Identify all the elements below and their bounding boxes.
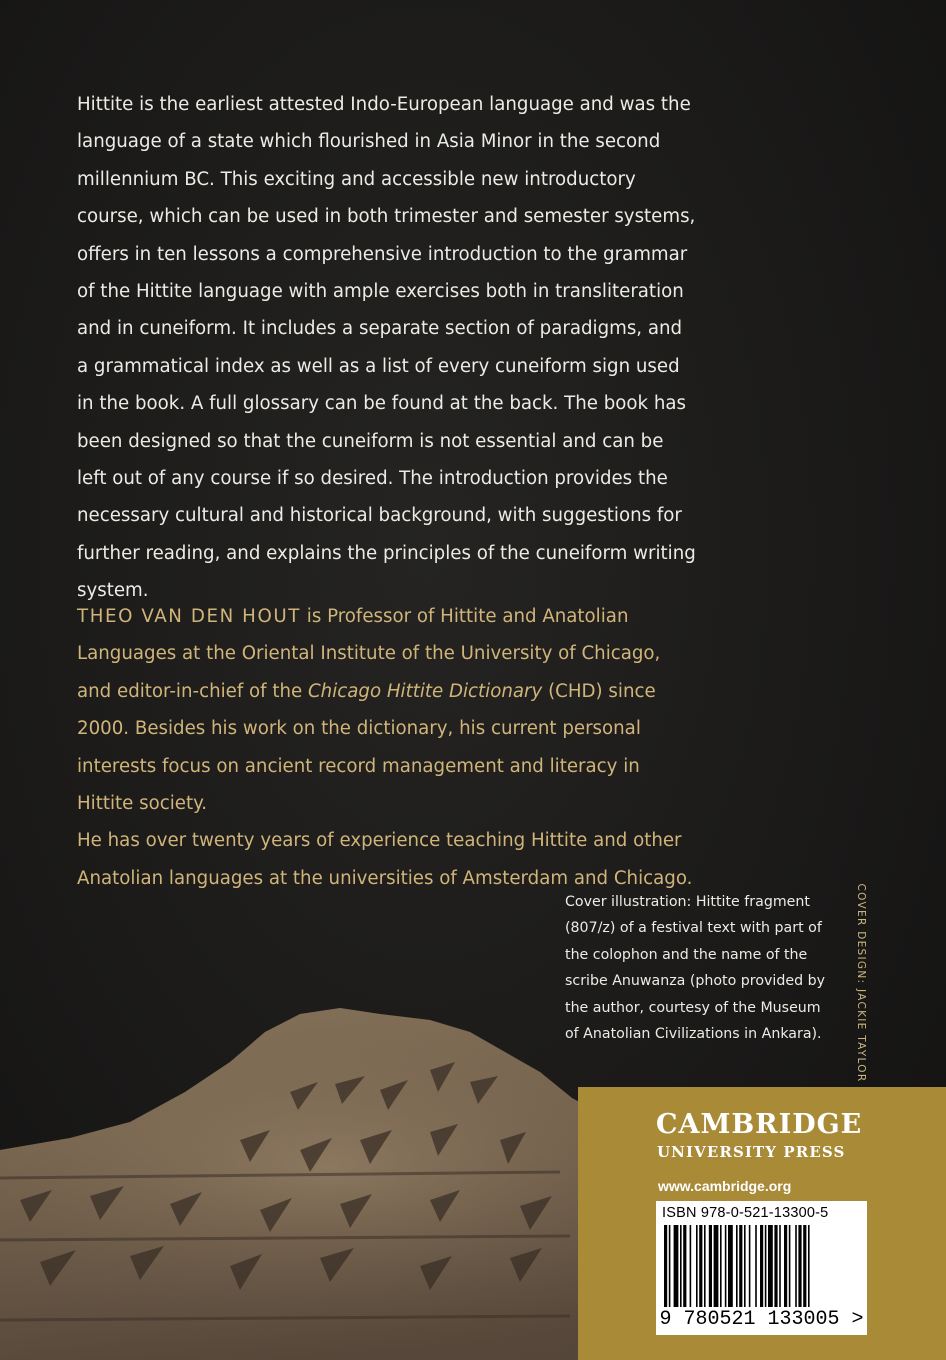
dictionary-title: Chicago Hittite Dictionary bbox=[307, 680, 543, 702]
publisher-panel bbox=[578, 1087, 946, 1360]
barcode-bar bbox=[709, 1225, 712, 1307]
publisher-logo-name: CAMBRIDGE bbox=[656, 1109, 863, 1140]
isbn-number: ISBN 978-0-521-13300-5 bbox=[662, 1205, 829, 1221]
barcode-digits: 9 780521 133005 > bbox=[659, 1308, 864, 1331]
barcode-bar bbox=[798, 1225, 801, 1307]
barcode-bar bbox=[736, 1225, 738, 1307]
book-description: Hittite is the earliest attested Indo-European language and was the language of a state which flourished in Asia Minor in the second millennium BC. This exciting and accessible new introductory course, which can be used in both trimester and semester systems, offers in ten lessons a comprehensive introduction to the grammar of the Hittite language with ample exercises both in transliteration and in cuneiform. It includes a separate section of paradigms, and a grammatical index as well as a list of every cuneiform sign used in the book. A full glossary can be found at the back. The book has been designed so that the cuneiform is not essential and can be left out of any course if so desired. The introduction provides the necessary cultural and historical background, with suggestions for further reading, and explains the principles of the cuneiform writing system. bbox=[77, 94, 696, 602]
barcode-bar bbox=[728, 1225, 733, 1307]
bio-text-1: is Professor of Hittite and Anatolian Languages at the Oriental Institute of the University of Chicago, and editor-in-chief of the bbox=[77, 606, 661, 702]
barcode-bar bbox=[808, 1225, 810, 1307]
barcode-bar bbox=[674, 1225, 679, 1307]
barcode-bar bbox=[725, 1225, 727, 1307]
barcode-bar bbox=[784, 1225, 787, 1307]
barcode-bar bbox=[779, 1225, 781, 1307]
barcode-panel bbox=[656, 1201, 867, 1335]
barcode-bar bbox=[765, 1225, 767, 1307]
barcode-bar bbox=[699, 1225, 702, 1307]
barcode-bar bbox=[803, 1225, 806, 1307]
barcode-bar bbox=[795, 1225, 797, 1307]
cover-design-credit: COVER DESIGN: JACKIE TAYLOR bbox=[855, 883, 867, 1083]
publisher-website: www.cambridge.org bbox=[658, 1178, 792, 1194]
barcode-bar bbox=[739, 1225, 742, 1307]
barcode-bar bbox=[789, 1225, 791, 1307]
barcode-bar bbox=[760, 1225, 763, 1307]
barcode-bar bbox=[696, 1225, 698, 1307]
barcode-bar bbox=[704, 1225, 706, 1307]
cover-illustration-caption: Cover illustration: Hittite fragment (807/z) of a festival text with part of the colophon and the name of the scribe Anuwanza (photo provided by the author, courtesy of the Museum of Anatolian Civilizations in Ankara). bbox=[565, 894, 826, 1043]
barcode-bar bbox=[690, 1225, 692, 1307]
barcode-bar bbox=[664, 1225, 667, 1307]
barcode-bar bbox=[774, 1225, 777, 1307]
barcode-bar bbox=[669, 1225, 671, 1307]
barcode-bar bbox=[720, 1225, 722, 1307]
barcode-bar bbox=[768, 1225, 773, 1307]
bio-text-2: (CHD) since 2000. Besides his work on the dictionary, his current personal interests focus on ancient record management and literacy in Hittite society. bbox=[77, 680, 656, 815]
publisher-logo-subtitle: UNIVERSITY PRESS bbox=[657, 1143, 846, 1161]
barcode-bar bbox=[755, 1225, 757, 1307]
barcode-bar bbox=[714, 1225, 719, 1307]
barcode-bar bbox=[683, 1225, 686, 1307]
author-bio bbox=[77, 598, 697, 897]
barcode-bar bbox=[680, 1225, 682, 1307]
bio-text-3: He has over twenty years of experience teaching Hittite and other Anatolian languages at the universities of Amsterdam and Chicago. bbox=[77, 830, 693, 889]
barcode-bar bbox=[749, 1225, 751, 1307]
barcode-icon bbox=[664, 1225, 859, 1307]
barcode-bar bbox=[744, 1225, 746, 1307]
author-name: THEO VAN DEN HOUT bbox=[77, 606, 301, 627]
